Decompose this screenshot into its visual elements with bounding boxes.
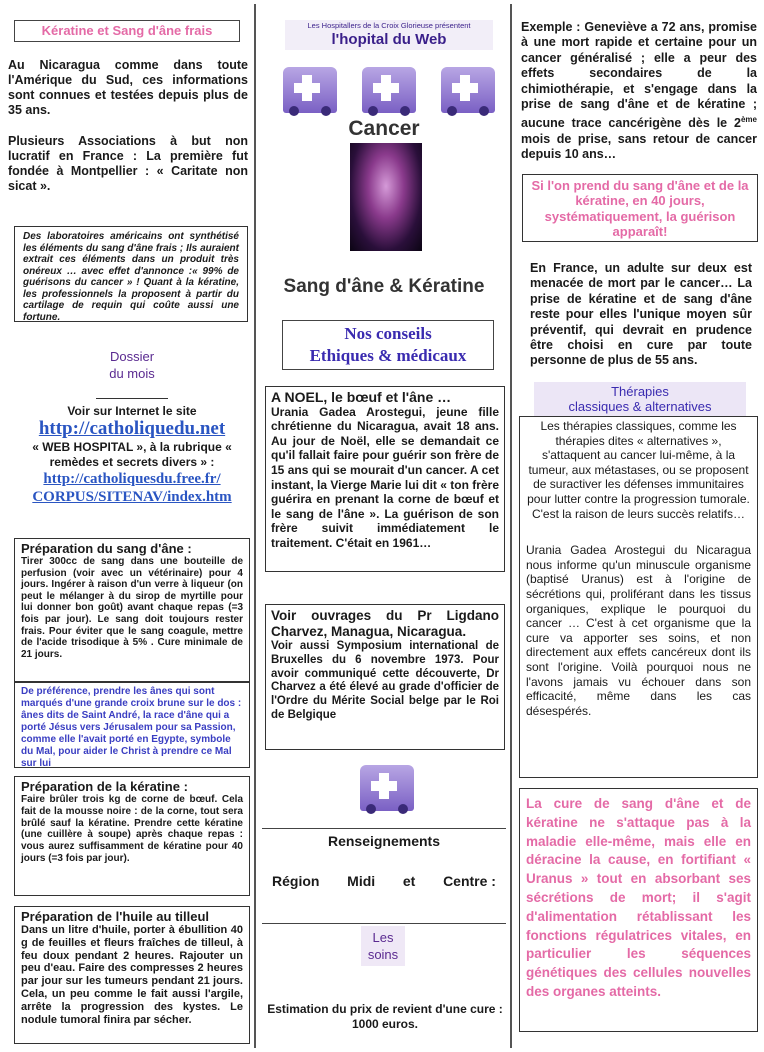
dossier-underline [96, 398, 168, 399]
france-paragraph: En France, un adulte sur deux est menacée de mort par le cancer… La prise de kératine et de sang d'âne reste pour elles l'unique moyen sûr préventif, qui devrait en prudence être choisi en cure par toute personne de plus de 55 ans. [530, 261, 752, 368]
exemple-text-a: Exemple : Geneviève a 72 ans, promise à une mort rapide et certaine pour un cancer généralisé ; elle a peur des effets secondaires de la chimiothérapie, et s'engage dans la prise de sang d'âne et de kératine ; aucune trace cancérigène dès le 2 [521, 20, 757, 131]
prep-oil-box [14, 906, 250, 1044]
ouvrages-text: Voir aussi Symposium international de Bruxelles du 6 novembre 1973. Pour avoir communiqué cette découverte, Dr Charvez a été élevé au grade d'officier de l'Ordre du Mérite Social belge par le Roi de Belgique [271, 640, 499, 721]
header-banner [285, 20, 493, 50]
region-word-2: Midi [347, 873, 376, 889]
prep-keratin-title: Préparation de la kératine : [21, 779, 188, 794]
ambulance-icon [283, 67, 337, 113]
therapies-title-line2: classiques & alternatives [568, 399, 712, 414]
conseils-line2: Ethiques & médicaux [309, 346, 467, 365]
price-estimate: Estimation du prix de revient d'une cure : 1000 euros. [267, 1002, 503, 1031]
region-word-1: Région [272, 873, 320, 889]
conseils-box [282, 320, 494, 370]
therapies-title [534, 382, 746, 416]
noel-story-box [265, 386, 505, 572]
header-small: Les Hospitallers de la Croix Glorieuse présentent [307, 21, 471, 30]
web-text: « WEB HOSPITAL », à la rubrique « remèdes et secrets divers » : [32, 440, 232, 469]
web-url-link[interactable]: http://catholiquedu.net [38, 418, 226, 439]
donkey-note-box: De préférence, prendre les ânes qui sont marqués d'une grande croix brune sur le dos : ânes dits de Saint André, la race d'âne qui a porté Jésus vers Jérusalem pour sa Passion, comme elle l'avait porté en Egypte, symbole du Mal, pour aider le Christ à prendre ce Mal sur lui [14, 682, 250, 768]
prep-keratin-box [14, 776, 250, 896]
renseignements-box [262, 828, 506, 924]
ambulance-row [283, 67, 495, 113]
soins-line1: Les [372, 930, 394, 945]
intro-paragraph-2: Plusieurs Associations à but non lucratif en France : La première fut fondée à Montpellier : « Caritate non sicat ». [8, 134, 248, 193]
ouvrages-title: Voir ouvrages du Pr Ligdano Charvez, Managua, Nicaragua. [271, 608, 499, 639]
web-url2-link-line2[interactable]: CORPUS/SITENAV/index.htm [32, 489, 232, 505]
prep-oil-text: Dans un litre d'huile, porter à ébullition 40 g de feuilles et fleurs fraîches de tilleul, à feu doux pendant 2 heures. Rajouter un peu d'eau. Faire des compresses 2 heures par jour sur les tumeurs pendant 21 jours. Cela, un peu comme le fait aussi l'argile, arrête la progression des kystes. Le nodule tumoral finira par sécher. [21, 924, 243, 1026]
header-big: l'hopital du Web [331, 31, 447, 48]
prep-oil-title: Préparation de l'huile au tilleul [21, 909, 210, 924]
prep-blood-box [14, 538, 250, 682]
renseignements-title: Renseignements [327, 833, 441, 849]
web-block [14, 404, 250, 506]
prep-keratin-text: Faire brûler trois kg de corne de bœuf. Cela fait de la mousse noire : de la corne, tout sera brûlé sauf la kératine. Prendre cette kératine (une cuillère à soupe) après chaque repas : vous aurez suffisamment de kératine pour 40 jours (=3 fois par jour). [21, 794, 243, 864]
labs-note-box: Des laboratoires américains ont synthétisé les éléments du sang d'âne frais ; Ils auraient extrait ces éléments dans un produit très onéreux … avec effet d'annonce :« 99% de guérisons du cancer » ! Quant à la kératine, les professionnels la proposent à partir du cartilage de requin qui coûte aussi une fortune. [14, 226, 248, 322]
prep-blood-title: Préparation du sang d'âne : [21, 541, 192, 556]
guerison-box: Si l'on prend du sang d'âne et de la kératine, en 40 jours, systématiquement, la guérison apparaît! [522, 174, 758, 242]
region-label [272, 873, 496, 889]
noel-text: Urania Gadea Arostegui, jeune fille chrétienne du Nicaragua, avait 18 ans. Au jour de Noël, elle se demandait ce qu'il fallait faire pour guérir son frère de 15 ans qui se mourait d'un cancer. A cet instant, la Vierge Marie lui dit « ton frère guérira en prenant la corne de bœuf et le sang de l'âne ». La guérison de son frère suivit immédiatement le traitement. C'était en 1961… [271, 404, 499, 550]
soins-line2: soins [367, 947, 399, 962]
shroud-image [350, 143, 422, 251]
column-divider-right [510, 4, 512, 1048]
ouvrages-box [265, 604, 505, 750]
dossier-line2: du mois [109, 366, 155, 381]
therapies-title-line1: Thérapies [611, 384, 669, 399]
exemple-text-b: mois de prise, sans retour de cancer depuis 10 ans… [521, 132, 757, 162]
left-title: Kératine et Sang d'âne frais [14, 20, 240, 42]
region-word-3: et [402, 873, 416, 889]
sang-keratine-title: Sang d'âne & Kératine [283, 276, 485, 297]
ambulance-icon [441, 67, 495, 113]
exemple-sup: ème [740, 115, 757, 125]
soins-label [361, 926, 405, 966]
prep-blood-text: Tirer 300cc de sang dans une bouteille de perfusion (voir avec un vétérinaire) pour 4 jours. Ingérer à raison d'un verre à liqueur (on peut le mélanger à du sirop de myrtille pour lui donner bon goût) avant chaque repas (=3 fois par jour). Le sang doit toujours rester frais. Pour éviter que le sang coagule, mettre de l'acide trisodique à 5% . Cure minimale de 21 jours. [21, 556, 243, 660]
column-divider-left [254, 4, 256, 1048]
dossier-label [96, 348, 168, 382]
intro-paragraph-1: Au Nicaragua comme dans toute l'Amérique du Sud, ces informations sont connues et testées depuis plus de 35 ans. [8, 58, 248, 117]
web-url2-link-line1[interactable]: http://catholiquesdu.free.fr/ [43, 471, 221, 487]
therapies-paragraph-1: Les thérapies classiques, comme les thérapies dites « alternatives », s'attaquent au cancer lui-même, à la tumeur, aux métastases, ou se proposent de suractiver les défenses immunitaires pour lutter contre la progression tumorale. C'est la raison de leurs succès relatifs… [527, 419, 750, 521]
noel-title: A NOEL, le bœuf et l'âne … [271, 389, 452, 405]
therapies-paragraph-2: Urania Gadea Arostegui du Nicaragua nous informe qu'un minuscule organisme (baptisé Uranus) est à l'origine de sécrétions qui, proliférant dans les tissus organiques, explique le pourquoi du cancer … C'est à cet organisme que la cure va apporter ses soins, et non directement aux effets cancéreux dont ils sont l'origine. Voilà pourquoi nous ne l'avons jamais vu échouer dans son efficacité, même dans les cas désespérés. [526, 543, 751, 718]
cure-box: La cure de sang d'âne et de kératine ne s'attaque pas à la maladie elle-même, mais elle en déracine la cause, en fortifiant « Uranus » tout en absorbant ses sécrétions de mort; il s'agit d'alimentation rétablissant les fonctions régulatrices vitales, en particulier les séquences génétiques des cellules nouvelles des organes atteints. [519, 788, 758, 1032]
cancer-title: Cancer [348, 117, 420, 140]
ambulance-icon [360, 765, 414, 811]
dossier-line1: Dossier [109, 349, 155, 364]
conseils-line1: Nos conseils [344, 324, 432, 343]
therapies-box [519, 416, 758, 778]
web-lead: Voir sur Internet le site [67, 404, 197, 418]
region-word-4: Centre : [443, 873, 496, 889]
ambulance-icon [362, 67, 416, 113]
exemple-paragraph [521, 20, 757, 163]
